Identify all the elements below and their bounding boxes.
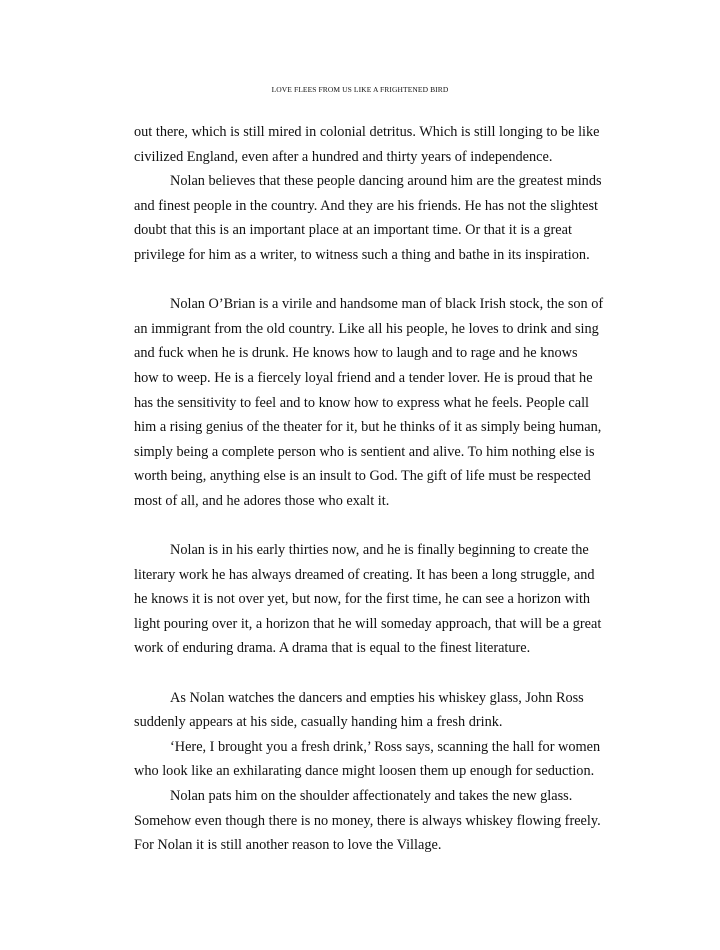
dialogue-paragraph: ‘Here, I brought you a fresh drink,’ Ross says, scanning the hall for women who look like an exhilarating dance might loosen them up enough for seduction.: [134, 738, 601, 780]
paragraph: Nolan pats him on the shoulder affectionately and takes the new glass. Somehow even though there is no money, there is always whiskey flowing freely. For Nolan it is still another reason to love the Village.: [134, 788, 601, 854]
paragraph: As Nolan watches the dancers and empties his whiskey glass, John Ross suddenly appears at his side, casually handing him a fresh drink.: [134, 689, 584, 731]
running-header: LOVE FLEES FROM US LIKE A FRIGHTENED BIRD: [271, 85, 449, 94]
paragraph-continuation: out there, which is still mired in colonial detritus. Which is still longing to be like civilized England, even after a hundred and thirty years of independence.: [134, 124, 600, 165]
paragraph: Nolan believes that these people dancing around him are the greatest minds and finest people in the country. And they are his friends. He has not the slightest doubt that this is an important place at an important time. Or that it is a great privilege for him as a writer, to witness such a thing and bathe in its inspiration.: [134, 173, 602, 263]
paragraph: Nolan O’Brian is a virile and handsome man of black Irish stock, the son of an immigrant from the old country. Like all his people, he loves to drink and sing and fuck when he is drunk. He knows how to laugh and to rage and he knows how to weep. He is a fiercely loyal friend and a tender lover. He is proud that he has the sensitivity to feel and to know how to express what he feels. People call him a rising genius of the theater for it, but he thinks of it as simply being human, simply being a complete person who is sentient and alive. To him nothing else is worth being, anything else is an insult to God. The gift of life must be respected most of all, and he adores those who exalt it.: [134, 296, 604, 509]
paragraph: Nolan is in his early thirties now, and he is finally beginning to create the literary work he has always dreamed of creating. It has been a long struggle, and he knows it is not over yet, but now, for the first time, he can see a horizon with light pouring over it, a horizon that he will someday approach, that will be a great work of enduring drama. A drama that is equal to the finest literature.: [134, 542, 602, 657]
body-text: [134, 120, 604, 858]
